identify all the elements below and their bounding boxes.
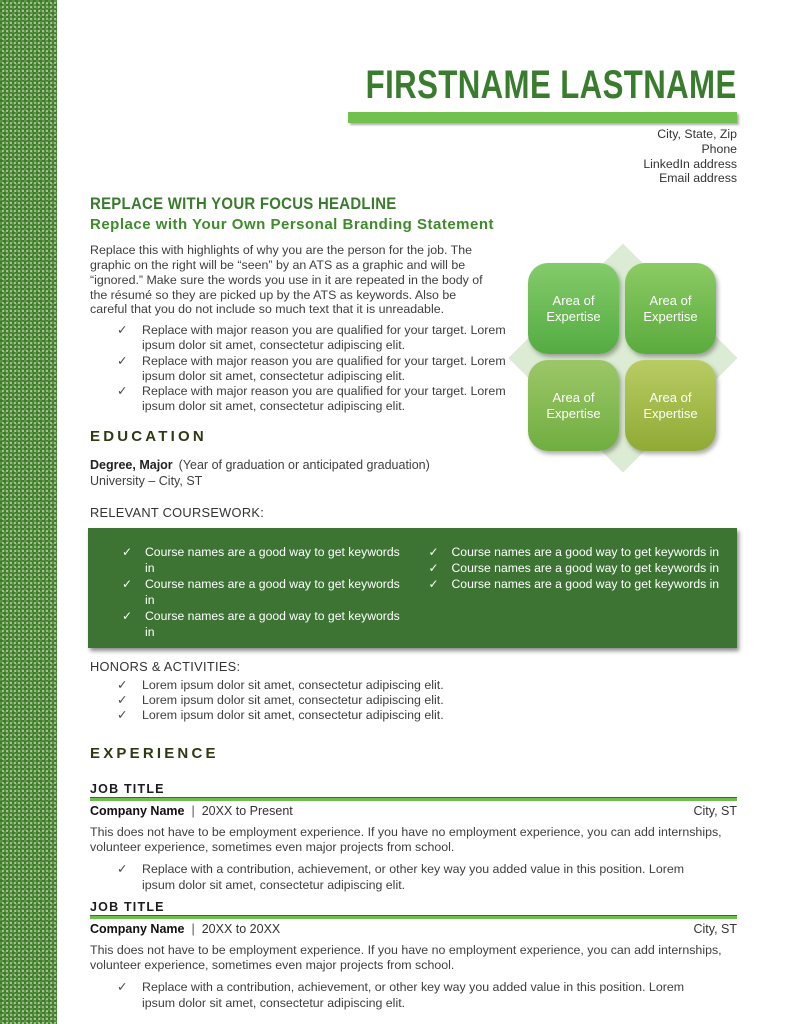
education-heading: EDUCATION (90, 428, 207, 446)
contact-block (90, 127, 737, 186)
job-bullet-text: Replace with a contribution, achievement, or other key way you added value in this position. Lorem ipsum dolor sit amet, consectetur adipiscing elit. (142, 862, 685, 892)
coursework-text: Course names are a good way to get keywords in (451, 544, 720, 559)
honors-item (90, 678, 737, 693)
job-dates: 20XX to Present (201, 804, 293, 819)
check-icon: ✓ (428, 576, 439, 591)
coursework-item (413, 544, 738, 560)
coursework-item (88, 608, 413, 640)
experience-heading: EXPERIENCE (90, 745, 219, 763)
expertise-card-label: Area of Expertise (546, 293, 601, 324)
check-icon: ✓ (117, 383, 128, 398)
summary-paragraph: Replace this with highlights of why you are the person for the job. The graphic on the right will be “seen” by an ATS as a graphic and will be “ignored.” Make sure the words you use in it are repeated in the body of the résumé so they are picked up by the ATS as keywords. Also be careful that you do not include so much text that it is unreadable. (90, 243, 483, 317)
candidate-name: FIRSTNAME LASTNAME (366, 63, 737, 107)
summary-bullet-text: Replace with major reason you are qualified for your target. Lorem ipsum dolor sit amet, consectetur adipiscing elit. (142, 383, 506, 414)
decorative-sidebar-texture (0, 0, 57, 1024)
check-icon: ✓ (122, 576, 133, 591)
expertise-card-label: Area of Expertise (643, 390, 698, 421)
job-bullet-text: Replace with a contribution, achievement, or other key way you added value in this position. Lorem ipsum dolor sit amet, consectetur adipiscing elit. (142, 980, 685, 1010)
company-row (90, 804, 737, 819)
job-title: JOB TITLE (90, 782, 165, 797)
summary-bullet (90, 323, 526, 353)
check-icon: ✓ (122, 608, 133, 623)
honors-text: Lorem ipsum dolor sit amet, consectetur adipiscing elit. (142, 677, 444, 692)
job-bullet-list (90, 980, 702, 1011)
summary-bullet-text: Replace with major reason you are qualified for your target. Lorem ipsum dolor sit amet, consectetur adipiscing elit. (142, 323, 506, 353)
job-location: City, ST (693, 804, 737, 819)
check-icon: ✓ (122, 544, 133, 559)
job-description: This does not have to be employment experience. If you have no employment experience, you can add internships, volunteer experience, sometimes even major projects from school. (90, 943, 722, 973)
check-icon: ✓ (428, 544, 439, 559)
honors-text: Lorem ipsum dolor sit amet, consectetur adipiscing elit. (142, 693, 444, 707)
check-icon: ✓ (117, 862, 128, 877)
check-icon: ✓ (117, 693, 128, 707)
coursework-item (88, 544, 413, 576)
check-icon: ✓ (117, 323, 128, 338)
experience-section (90, 745, 737, 1011)
expertise-card-label: Area of Expertise (643, 293, 698, 324)
summary-bullet-text: Replace with major reason you are qualified for your target. Lorem ipsum dolor sit amet, consectetur adipiscing elit. (142, 353, 506, 383)
job-title-rule (90, 915, 737, 919)
focus-headline: REPLACE WITH YOUR FOCUS HEADLINE (90, 194, 397, 214)
job-location: City, ST (693, 922, 737, 937)
honors-block (90, 659, 737, 724)
coursework-item (413, 560, 738, 576)
job-entry (90, 900, 737, 1011)
company-name: Company Name (90, 804, 185, 819)
check-icon: ✓ (117, 980, 128, 995)
honors-text: Lorem ipsum dolor sit amet, consectetur adipiscing elit. (142, 708, 444, 723)
honors-item (90, 693, 737, 708)
coursework-columns (88, 544, 737, 640)
coursework-item (88, 576, 413, 608)
contact-city-state-zip: City, State, Zip (657, 127, 737, 141)
job-bullet-list (90, 862, 702, 893)
job-title-rule (90, 797, 737, 801)
company-row (90, 922, 737, 937)
contact-phone: Phone (701, 141, 737, 156)
name-underline-bar (348, 112, 737, 123)
resume-header (90, 0, 737, 186)
summary-bullet-list (90, 323, 526, 414)
separator: | (191, 804, 195, 819)
contact-email: Email address (659, 171, 737, 186)
honors-label: HONORS & ACTIVITIES: (90, 658, 241, 674)
company-name: Company Name (90, 922, 185, 937)
job-bullet (90, 862, 702, 893)
check-icon: ✓ (117, 353, 128, 368)
coursework-item (413, 576, 738, 592)
summary-section (90, 186, 737, 414)
contact-linkedin: LinkedIn address (643, 156, 737, 171)
university-line: University – City, ST (90, 473, 203, 488)
page-content (57, 0, 789, 1011)
coursework-text: Course names are a good way to get keywords in (145, 608, 400, 639)
check-icon: ✓ (117, 708, 128, 723)
honors-list (90, 678, 737, 724)
degree-line (90, 458, 737, 473)
job-entry (90, 782, 737, 893)
coursework-text: Course names are a good way to get keywords in (145, 544, 400, 575)
honors-item (90, 708, 737, 723)
coursework-column-left (88, 544, 413, 640)
coursework-column-right (413, 544, 738, 640)
summary-bullet (90, 354, 526, 384)
coursework-text: Course names are a good way to get keywords in (451, 560, 720, 575)
coursework-text: Course names are a good way to get keywords in (451, 576, 720, 591)
degree-name: Degree, Major (90, 458, 173, 473)
expertise-card-label: Area of Expertise (546, 390, 601, 421)
education-section (90, 428, 737, 723)
check-icon: ✓ (428, 560, 439, 575)
branding-statement: Replace with Your Own Personal Branding Statement (90, 216, 495, 234)
coursework-label: RELEVANT COURSEWORK: (90, 504, 265, 520)
coursework-banner (88, 528, 737, 648)
check-icon: ✓ (117, 677, 128, 692)
summary-bullet (90, 384, 526, 414)
job-title: JOB TITLE (90, 900, 165, 915)
job-description: This does not have to be employment experience. If you have no employment experience, you can add internships, volunteer experience, sometimes even major projects from school. (90, 825, 722, 855)
separator: | (191, 922, 195, 937)
degree-detail: (Year of graduation or anticipated graduation) (178, 458, 430, 473)
job-dates: 20XX to 20XX (201, 922, 281, 937)
coursework-text: Course names are a good way to get keywords in (145, 576, 400, 607)
job-bullet (90, 980, 702, 1011)
